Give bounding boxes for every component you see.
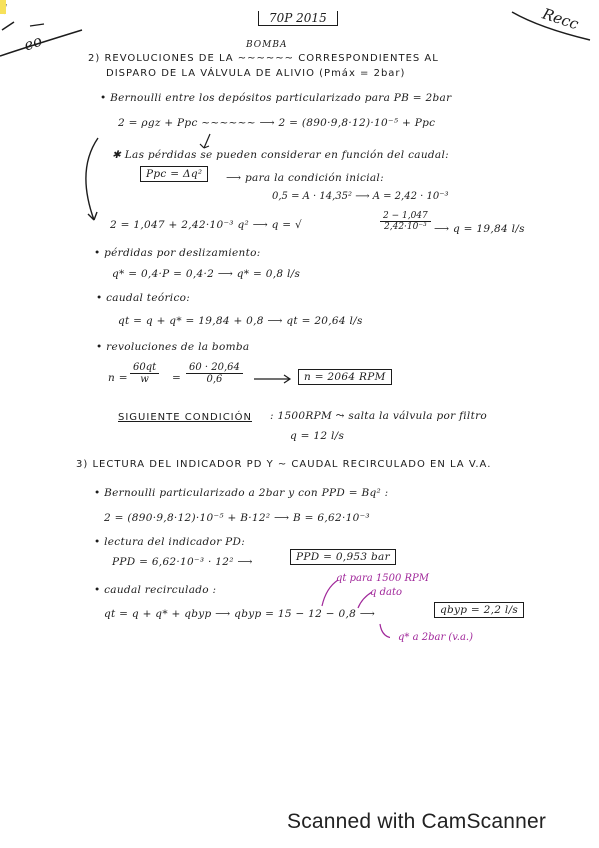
sec2-perdidas-note: ✱ Las pérdidas se pueden considerar en función del caudal: [112,149,449,161]
sec2-siguiente-text: : 1500RPM ⤳ salta la válvula por filtro [270,410,488,422]
sec2-pc-box: Ppc = Δq² [140,166,208,182]
corner-left-text: eo [21,31,45,55]
sec2-n-frac2-den: 0,6 [206,374,223,385]
sec2-eq-teorico: qt = q + q* = 19,84 + 0,8 ⟶ qt = 20,64 l/s [118,315,363,327]
sec2-eq-inicial: 0,5 = A · 14,35² ⟶ A = 2,42 · 10⁻³ [272,191,449,202]
sec2-caudal-teorico: • caudal teórico: [96,292,191,304]
sec2-eq2-result: ⟶ q = 19,84 l/s [434,223,525,235]
camscanner-footer: Scanned with CamScanner [287,810,547,833]
sec3-ann-q: q dato [370,587,402,598]
sec2-n-frac1-den: w [140,374,149,385]
sec3-eq-pd-left: PPD = 6,62·10⁻³ · 12² ⟶ [112,556,253,568]
sec2-n-frac1 [130,362,159,385]
sec2-frac-num: 2 − 1,047 [380,211,431,222]
sec2-n-eq: = [172,372,182,384]
sec3-eq1: 2 = (890·9,8·12)·10⁻⁵ + B·12² ⟶ B = 6,62·10⁻³ [104,512,370,524]
sec3-title: 3) LECTURA DEL INDICADOR PD Y ~ CAUDAL RECIRCULADO EN LA V.A. [76,459,492,470]
sec2-frac-den: 2,42·10⁻³ [384,222,427,232]
sec2-rev-bomba: • revoluciones de la bomba [96,341,250,353]
sec2-title-line1: 2) REVOLUCIONES DE LA ~~~~~~ CORRESPONDIENTES AL [88,53,439,64]
sec2-n-arrow [252,374,296,384]
sec2-n-lhs: n = [108,372,128,384]
sec2-eq2-fraction [380,211,431,232]
sec3-ann-qt: qt para 1500 RPM [336,573,430,584]
corner-left-marks [0,0,90,70]
sec2-siguiente-label: SIGUIENTE CONDICIÓN [118,412,252,423]
sec2-title-line2: DISPARO DE LA VÁLVULA DE ALIVIO (Pmáx = 2bar) [106,68,406,79]
date-box [258,11,338,26]
sec2-n-frac1-num: 60qt [130,362,159,374]
sec2-deslizamiento: • pérdidas por deslizamiento: [94,247,261,259]
sec2-n-frac2 [186,362,243,385]
sec2-cond-inicial: ⟶ para la condición inicial: [226,172,384,184]
sec3-ann-qstar: q* a 2bar (v.a.) [398,632,473,643]
sec2-title-insert: BOMBA [246,40,288,50]
sec2-eq1: 2 = ρgz + Ppc ~~~~~~ ⟶ 2 = (890·9,8·12)·10⁻⁵ + Ppc [118,117,436,129]
sec3-recirculado: • caudal recirculado : [94,584,217,596]
sec2-eq2-left: 2 = 1,047 + 2,42·10⁻³ q² ⟶ q = √ [110,219,302,231]
sec3-rec-result: qbyp = 2,2 l/s [434,602,524,618]
sec2-q-12: q = 12 l/s [290,430,345,442]
sec2-n-result: n = 2064 RPM [298,369,392,385]
sec3-pd-result: PPD = 0,953 bar [290,549,396,565]
sec3-eq-rec-left: qt = q + q* + qbyp ⟶ qbyp = 15 − 12 − 0,8 ⟶ [104,608,376,620]
sec2-n-frac2-num: 60 · 20,64 [186,362,243,374]
sec2-bernoulli: • Bernoulli entre los depósitos particularizado para PB = 2bar [100,92,452,104]
sec3-bernoulli: • Bernoulli particularizado a 2bar y con PPD = Bq² : [94,487,389,499]
sec2-eq-desl: q* = 0,4·P = 0,4·2 ⟶ q* = 0,8 l/s [112,268,301,280]
corner-right-text: Recc [540,4,581,34]
sec3-lectura: • lectura del indicador PD: [94,536,246,548]
date-text: 70P 2015 [269,11,327,25]
